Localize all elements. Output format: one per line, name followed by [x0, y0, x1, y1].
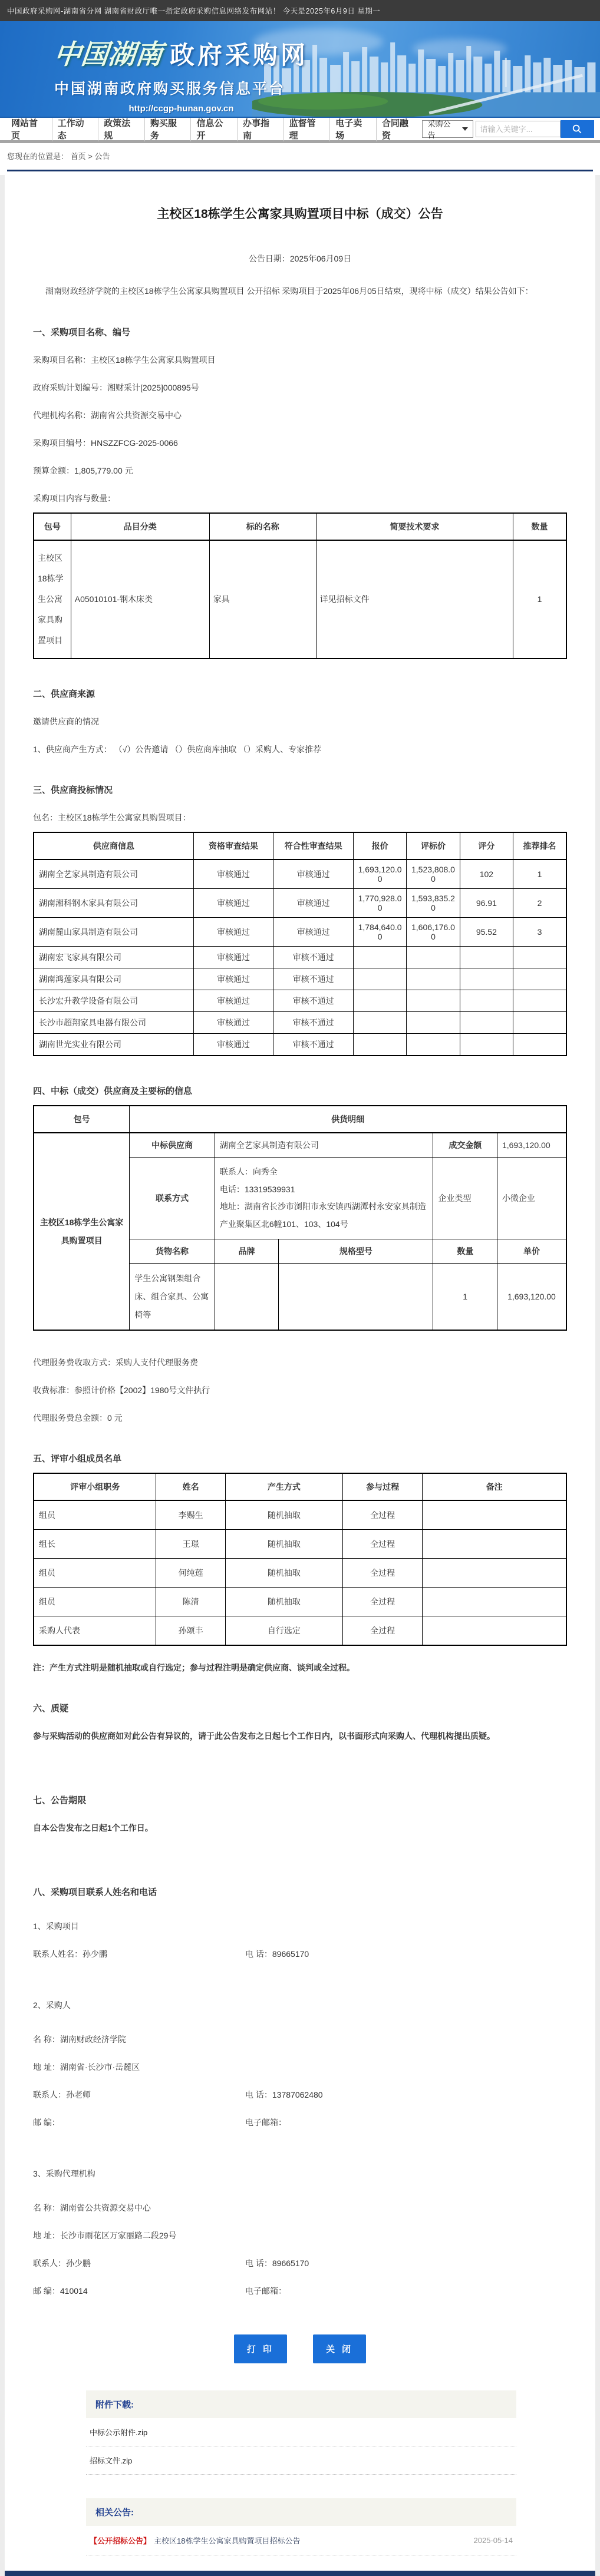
table-header-cell: 参与过程: [342, 1473, 423, 1500]
agency-contact-row: [33, 2257, 567, 2269]
table-header-cell: 数量: [513, 513, 566, 540]
table-cell: 2: [513, 889, 566, 918]
page-title: 主校区18栋学生公寓家具购置项目中标（成交）公告: [157, 207, 443, 221]
agency-contact-name: 联系人：孙少鹏: [33, 2258, 91, 2269]
announcement-period-paragraph: 自本公告发布之日起1个工作日。: [33, 1823, 153, 1833]
search-input[interactable]: [476, 121, 561, 137]
table-cell: 全过程: [342, 1559, 423, 1588]
agency-zip: 邮 编：410014: [33, 2286, 88, 2296]
table-cell: [353, 990, 406, 1012]
goods-header-cell: 规格型号: [279, 1239, 433, 1263]
budget-line: 预算金额：1,805,779.00 元: [33, 466, 133, 476]
table-cell: 1,523,808.00: [407, 859, 460, 889]
table-cell: 李赐生: [156, 1500, 226, 1530]
objection-paragraph: 参与采购活动的供应商如对此公告有异议的，请于此公告发布之日起七个工作日内，以书面形式向采购人、代理机构提出质疑。: [33, 1731, 495, 1741]
table-cell: 湖南世光实业有限公司: [34, 1034, 193, 1056]
top-notice-bar: [0, 0, 600, 21]
buyer-contact-row: [33, 2089, 567, 2101]
table-cell: 1,784,640.00: [353, 918, 406, 947]
table-cell: [460, 1034, 513, 1056]
table-cell: 组员: [34, 1500, 156, 1530]
table-cell: 1,593,835.20: [407, 889, 460, 918]
committee-table: [33, 1473, 567, 1646]
table-cell: [460, 990, 513, 1012]
table-cell: [353, 947, 406, 968]
table-cell: 102: [460, 859, 513, 889]
section3-heading: 三、供应商投标情况: [33, 785, 113, 796]
table-header-row: [34, 1106, 566, 1133]
table-cell: [513, 968, 566, 990]
table-cell: 审核通过: [193, 947, 273, 968]
breadcrumb-home-link[interactable]: 首页: [70, 152, 86, 161]
nav-item-supervision[interactable]: 监督管理: [283, 117, 330, 141]
footer-bar: [5, 2571, 595, 2576]
nav-item-contract-finance[interactable]: 合同融资: [376, 117, 423, 141]
related-heading: 相关公告:: [86, 2498, 516, 2526]
table-header-row: [34, 1473, 566, 1500]
announcement-card: [5, 175, 595, 2576]
project-number-line: 采购项目编号：HNSZZFCG-2025-0066: [33, 438, 178, 448]
table-row: [34, 990, 566, 1012]
table-header-cell: 评分: [460, 832, 513, 859]
table-row: [34, 1616, 566, 1646]
table-cell: [407, 947, 460, 968]
table-cell: 审核不通过: [273, 990, 354, 1012]
table-header-cell: 评标价: [407, 832, 460, 859]
nav-item-guide[interactable]: 办事指南: [237, 117, 283, 141]
table-cell: 审核不通过: [273, 968, 354, 990]
breadcrumb-separator: >: [88, 152, 93, 161]
table-cell: A05010101-钢木床类: [71, 540, 209, 659]
top-notice-text: 中国政府采购网-湖南省分网 湖南省财政厅唯一指定政府采购信息网络发布网站！ 今天是2025年6月9日 星期一: [7, 7, 381, 15]
table-header-row: [34, 513, 566, 540]
table-header-cell: 品目分类: [71, 513, 209, 540]
sub3-label: 3、采购代理机构: [33, 2169, 95, 2179]
table-cell: 审核通过: [273, 918, 354, 947]
table-cell: 组员: [34, 1559, 156, 1588]
section6-heading: 六、质疑: [33, 1704, 69, 1714]
table-row: [34, 947, 566, 968]
contact-label-cell: 联系方式: [130, 1158, 215, 1239]
agency-address-line: 地 址：长沙市雨花区万家丽路二段29号: [33, 2231, 177, 2241]
table-cell: [353, 968, 406, 990]
fee-standard-line: 收费标准：参照计价格【2002】1980号文件执行: [33, 1385, 210, 1396]
winner-label-cell: 中标供应商: [130, 1133, 215, 1158]
nav-item-work-news[interactable]: 工作动态: [52, 117, 98, 141]
table-cell: 采购人代表: [34, 1616, 156, 1646]
table-cell: 随机抽取: [225, 1530, 342, 1559]
breadcrumb-current-link[interactable]: 公告: [94, 152, 110, 161]
announcement-intro: 湖南财政经济学院的主校区18栋学生公寓家具购置项目 公开招标 采购项目于2025年06月05日结束，现将中标（成交）结果公告如下：: [45, 286, 533, 296]
sub1-label: 1、采购项目: [33, 1922, 79, 1932]
table-row: [34, 1588, 566, 1616]
goods-header-cell: 单价: [497, 1239, 566, 1263]
table-cell: 长沙市超翔家具电器有限公司: [34, 1012, 193, 1034]
agency-fee-method-line: 代理服务费收取方式：采购人支付代理服务费: [33, 1358, 198, 1368]
table-cell: 随机抽取: [225, 1500, 342, 1530]
table-cell: 审核通过: [193, 918, 273, 947]
nav-item-home[interactable]: 网站首页: [11, 118, 38, 141]
chevron-down-icon: [462, 127, 468, 131]
logo-url: http://ccgp-hunan.gov.cn: [128, 104, 234, 114]
winner-name-cell: 湖南全艺家具制造有限公司: [215, 1133, 433, 1158]
search-icon: [572, 124, 582, 134]
related-date: 2025-05-14: [473, 2536, 513, 2545]
table-header-cell: 供应商信息: [34, 832, 193, 859]
table-cell: 组员: [34, 1588, 156, 1616]
nav-item-info-disclosure[interactable]: 信息公开: [190, 117, 237, 141]
action-buttons: [33, 2334, 567, 2363]
table-row: [34, 1530, 566, 1559]
agency-contact-phone: 电 话：89665170: [245, 2258, 309, 2269]
table-row: [34, 889, 566, 918]
table-cell: 审核不通过: [273, 947, 354, 968]
table-cell: 王璟: [156, 1530, 226, 1559]
table-cell: 湖南鸿莲家具有限公司: [34, 968, 193, 990]
search-category-select[interactable]: [422, 120, 473, 138]
package-name-line: 包名：主校区18栋学生公寓家具购置项目：: [33, 813, 191, 823]
table-cell: 审核通过: [193, 968, 273, 990]
invite-suppliers-line: 邀请供应商的情况: [33, 717, 99, 727]
nav-item-purchase-service[interactable]: 购买服务: [144, 117, 191, 141]
table-row: [34, 1034, 566, 1056]
section8-heading: 八、采购项目联系人姓名和电话: [33, 1887, 157, 1898]
buyer-name-line: 名 称：湖南财政经济学院: [33, 2035, 126, 2045]
table-cell: [423, 1530, 566, 1559]
sub1-contact-row: [33, 1948, 567, 1960]
sub1-contact-phone: 电 话：89665170: [245, 1949, 309, 1959]
goods-header-cell: 数量: [433, 1239, 497, 1263]
table-cell: 湖南麓山家具制造有限公司: [34, 918, 193, 947]
goods-price-cell: 1,693,120.00: [497, 1263, 566, 1330]
goods-spec-cell: [279, 1263, 433, 1330]
table-cell: 湖南全艺家具制造有限公司: [34, 859, 193, 889]
table-cell: 详见招标文件: [316, 540, 513, 659]
agency-name2-line: 名 称：湖南省公共资源交易中心: [33, 2203, 151, 2213]
table-cell: 全过程: [342, 1588, 423, 1616]
table-cell: [407, 1012, 460, 1034]
award-table: [33, 1105, 567, 1331]
table-cell: 95.52: [460, 918, 513, 947]
section5-heading: 五、评审小组成员名单: [33, 1454, 122, 1464]
nav-item-e-market[interactable]: 电子卖场: [329, 117, 376, 141]
table-cell: 审核通过: [193, 1034, 273, 1056]
attachments-block: [86, 2390, 516, 2475]
table-header-cell: 标的名称: [209, 513, 316, 540]
related-block: [86, 2498, 516, 2555]
table-cell: 主校区18栋学生公寓家具购置项目: [34, 540, 71, 659]
table-row: [34, 1012, 566, 1034]
buyer-zip-row: [33, 2117, 567, 2128]
table-row: [34, 1500, 566, 1530]
main-navbar: [0, 118, 600, 143]
enterprise-type-cell: 小微企业: [497, 1158, 566, 1239]
goods-header-cell: 品牌: [215, 1239, 278, 1263]
table-cell: 1,770,928.00: [353, 889, 406, 918]
table-cell: 审核通过: [193, 859, 273, 889]
table-cell: 审核通过: [193, 1012, 273, 1034]
contact-info-cell: [215, 1158, 433, 1239]
table-cell: [513, 990, 566, 1012]
agency-fee-total-line: 代理服务费总金额：0 元: [33, 1413, 123, 1423]
table-cell: [460, 947, 513, 968]
site-logo: [54, 33, 308, 114]
table-row: [34, 859, 566, 889]
table-row: [34, 1559, 566, 1588]
table-cell: 审核通过: [273, 889, 354, 918]
table-cell: 全过程: [342, 1500, 423, 1530]
table-cell: 随机抽取: [225, 1588, 342, 1616]
table-cell: 组长: [34, 1530, 156, 1559]
buyer-contact-name: 联系人：孙老师: [33, 2090, 91, 2100]
plan-number-line: 政府采购计划编号：湘财采计[2025]000895号: [33, 383, 199, 393]
contact-phone-line: 电话：13319539931: [219, 1184, 295, 1194]
logo-subtitle: 中国湖南政府购买服务信息平台: [54, 81, 286, 97]
table-cell: [513, 947, 566, 968]
table-cell: 1,606,176.00: [407, 918, 460, 947]
related-title: 主校区18栋学生公寓家具购置项目招标公告: [154, 2537, 301, 2546]
enterprise-label-cell: 企业类型: [433, 1158, 497, 1239]
table-cell: 陈清: [156, 1588, 226, 1616]
buyer-zip: 邮 编：: [33, 2118, 60, 2128]
table-row: [34, 540, 566, 659]
announcement-date: 公告日期：2025年06月09日: [248, 254, 352, 263]
navy-divider: [7, 170, 593, 171]
bids-table: [33, 832, 567, 1056]
amount-label-cell: 成交金额: [433, 1133, 497, 1158]
agency-name-line: 代理机构名称：湖南省公共资源交易中心: [33, 411, 182, 421]
table-cell: [407, 968, 460, 990]
attachment-file-link[interactable]: 中标公示附件.zip: [86, 2418, 516, 2446]
table-cell: [513, 1034, 566, 1056]
table-cell: 审核不通过: [273, 1034, 354, 1056]
table-cell: 家具: [209, 540, 316, 659]
table-header-cell: 产生方式: [225, 1473, 342, 1500]
nav-links: [6, 117, 422, 141]
table-cell: 审核通过: [193, 990, 273, 1012]
buyer-email: 电子邮箱：: [245, 2118, 286, 2128]
table-header-cell: 备注: [423, 1473, 566, 1500]
table-cell: 1: [513, 540, 566, 659]
print-button[interactable]: 打 印: [234, 2334, 287, 2363]
supplier-source-line: 1、供应商产生方式： （√）公告邀请 （）供应商库抽取 （）采购人、专家推荐: [33, 745, 322, 755]
table-cell: 审核不通过: [273, 1012, 354, 1034]
table-header-cell: 报价: [353, 832, 406, 859]
table-cell: [460, 968, 513, 990]
table-header-cell: 符合性审查结果: [273, 832, 354, 859]
content-quantity-line: 采购项目内容与数量：: [33, 494, 116, 504]
goods-qty-cell: 1: [433, 1263, 497, 1330]
table-header-cell: 包号: [34, 513, 71, 540]
table-header-cell: 简要技术要求: [316, 513, 513, 540]
table-cell: 全过程: [342, 1616, 423, 1646]
table-cell: 长沙宏升教学设备有限公司: [34, 990, 193, 1012]
table-cell: 随机抽取: [225, 1559, 342, 1588]
site-banner: [0, 21, 600, 118]
table-header-cell: 包号: [34, 1106, 130, 1133]
table-cell: 1: [513, 859, 566, 889]
project-name-line: 采购项目名称：主校区18栋学生公寓家具购置项目: [33, 355, 216, 365]
table-header-cell: 资格审查结果: [193, 832, 273, 859]
search-button[interactable]: [561, 120, 594, 138]
table-cell: [423, 1616, 566, 1646]
table-cell: [353, 1034, 406, 1056]
close-button[interactable]: 关 闭: [313, 2334, 366, 2363]
spacer: [33, 1834, 567, 1857]
table-cell: 湖南宏飞家具有限公司: [34, 947, 193, 968]
search-category-value: 采购公告: [427, 120, 451, 140]
search-box: [422, 120, 594, 138]
table-cell: 审核通过: [193, 889, 273, 918]
table-cell: [513, 1012, 566, 1034]
table-cell: 自行选定: [225, 1616, 342, 1646]
table-cell: 1,693,120.00: [353, 859, 406, 889]
table-cell: 全过程: [342, 1530, 423, 1559]
goods-brand-cell: [215, 1263, 278, 1330]
related-announcement-link[interactable]: [86, 2526, 516, 2555]
section1-heading: 一、采购项目名称、编号: [33, 328, 131, 338]
table-cell: [423, 1588, 566, 1616]
spacer: [33, 1742, 567, 1765]
table-cell: [407, 990, 460, 1012]
table-cell: 湖南湘科钢木家具有限公司: [34, 889, 193, 918]
sub2-label: 2、采购人: [33, 2000, 71, 2010]
table-cell: 孙颂丰: [156, 1616, 226, 1646]
related-tag: 【公开招标公告】: [90, 2537, 151, 2546]
goods-name-cell: 学生公寓钢架组合床、组合家具、公寓椅等: [130, 1263, 215, 1330]
buyer-address-line: 地 址：湖南省·长沙市·岳麓区: [33, 2062, 140, 2072]
attachment-file-link[interactable]: 招标文件.zip: [86, 2446, 516, 2475]
logo-main-text: 政府采购网: [170, 41, 309, 69]
table-cell: [460, 1012, 513, 1034]
table-cell: [423, 1559, 566, 1588]
committee-note: 注：产生方式注明是随机抽取或自行选定；参与过程注明是确定供应商、谈判或全过程。: [33, 1663, 355, 1673]
buyer-contact-phone: 电 话：13787062480: [245, 2090, 323, 2100]
breadcrumb: [0, 143, 600, 175]
table-row: [34, 1133, 566, 1158]
section4-heading: 四、中标（成交）供应商及主要标的信息: [33, 1086, 193, 1097]
items-table: [33, 512, 567, 659]
amount-value-cell: 1,693,120.00: [497, 1133, 566, 1158]
spacer: [33, 2475, 567, 2498]
section2-heading: 二、供应商来源: [33, 689, 95, 700]
goods-header-cell: 货物名称: [130, 1239, 215, 1263]
logo-calligraphy-text: 中国湖南: [52, 39, 164, 70]
table-cell: 3: [513, 918, 566, 947]
table-header-cell: 姓名: [156, 1473, 226, 1500]
sub1-contact-name: 联系人姓名：孙少鹏: [33, 1949, 107, 1959]
table-cell: 96.91: [460, 889, 513, 918]
contact-name-line: 联系人：向秀全: [219, 1167, 278, 1177]
table-row: [34, 968, 566, 990]
table-header-row: [34, 832, 566, 859]
table-cell: [407, 1034, 460, 1056]
package-name-cell: 主校区18栋学生公寓家具购置项目: [34, 1133, 130, 1330]
table-row: [34, 918, 566, 947]
agency-zip-row: [33, 2285, 567, 2297]
table-cell: [423, 1500, 566, 1530]
nav-item-policies[interactable]: 政策法规: [98, 117, 144, 141]
contact-address-line: 地址：湖南省长沙市浏阳市永安镇西湖潭村永安家具制造产业聚集区北6幢101、103、104号: [219, 1202, 426, 1229]
table-cell: [353, 1012, 406, 1034]
section7-heading: 七、公告期限: [33, 1795, 87, 1806]
breadcrumb-prefix: 您现在的位置是：: [7, 152, 69, 161]
table-header-cell: 推荐排名: [513, 832, 566, 859]
attachments-heading: 附件下载:: [86, 2390, 516, 2418]
table-cell: 审核通过: [273, 859, 354, 889]
table-cell: 何纯莲: [156, 1559, 226, 1588]
agency-email: 电子邮箱：: [245, 2286, 286, 2296]
spacer: [33, 1960, 567, 1983]
table-header-cell: 供货明细: [130, 1106, 566, 1133]
table-header-cell: 评审小组职务: [34, 1473, 156, 1500]
spacer: [33, 2128, 567, 2152]
